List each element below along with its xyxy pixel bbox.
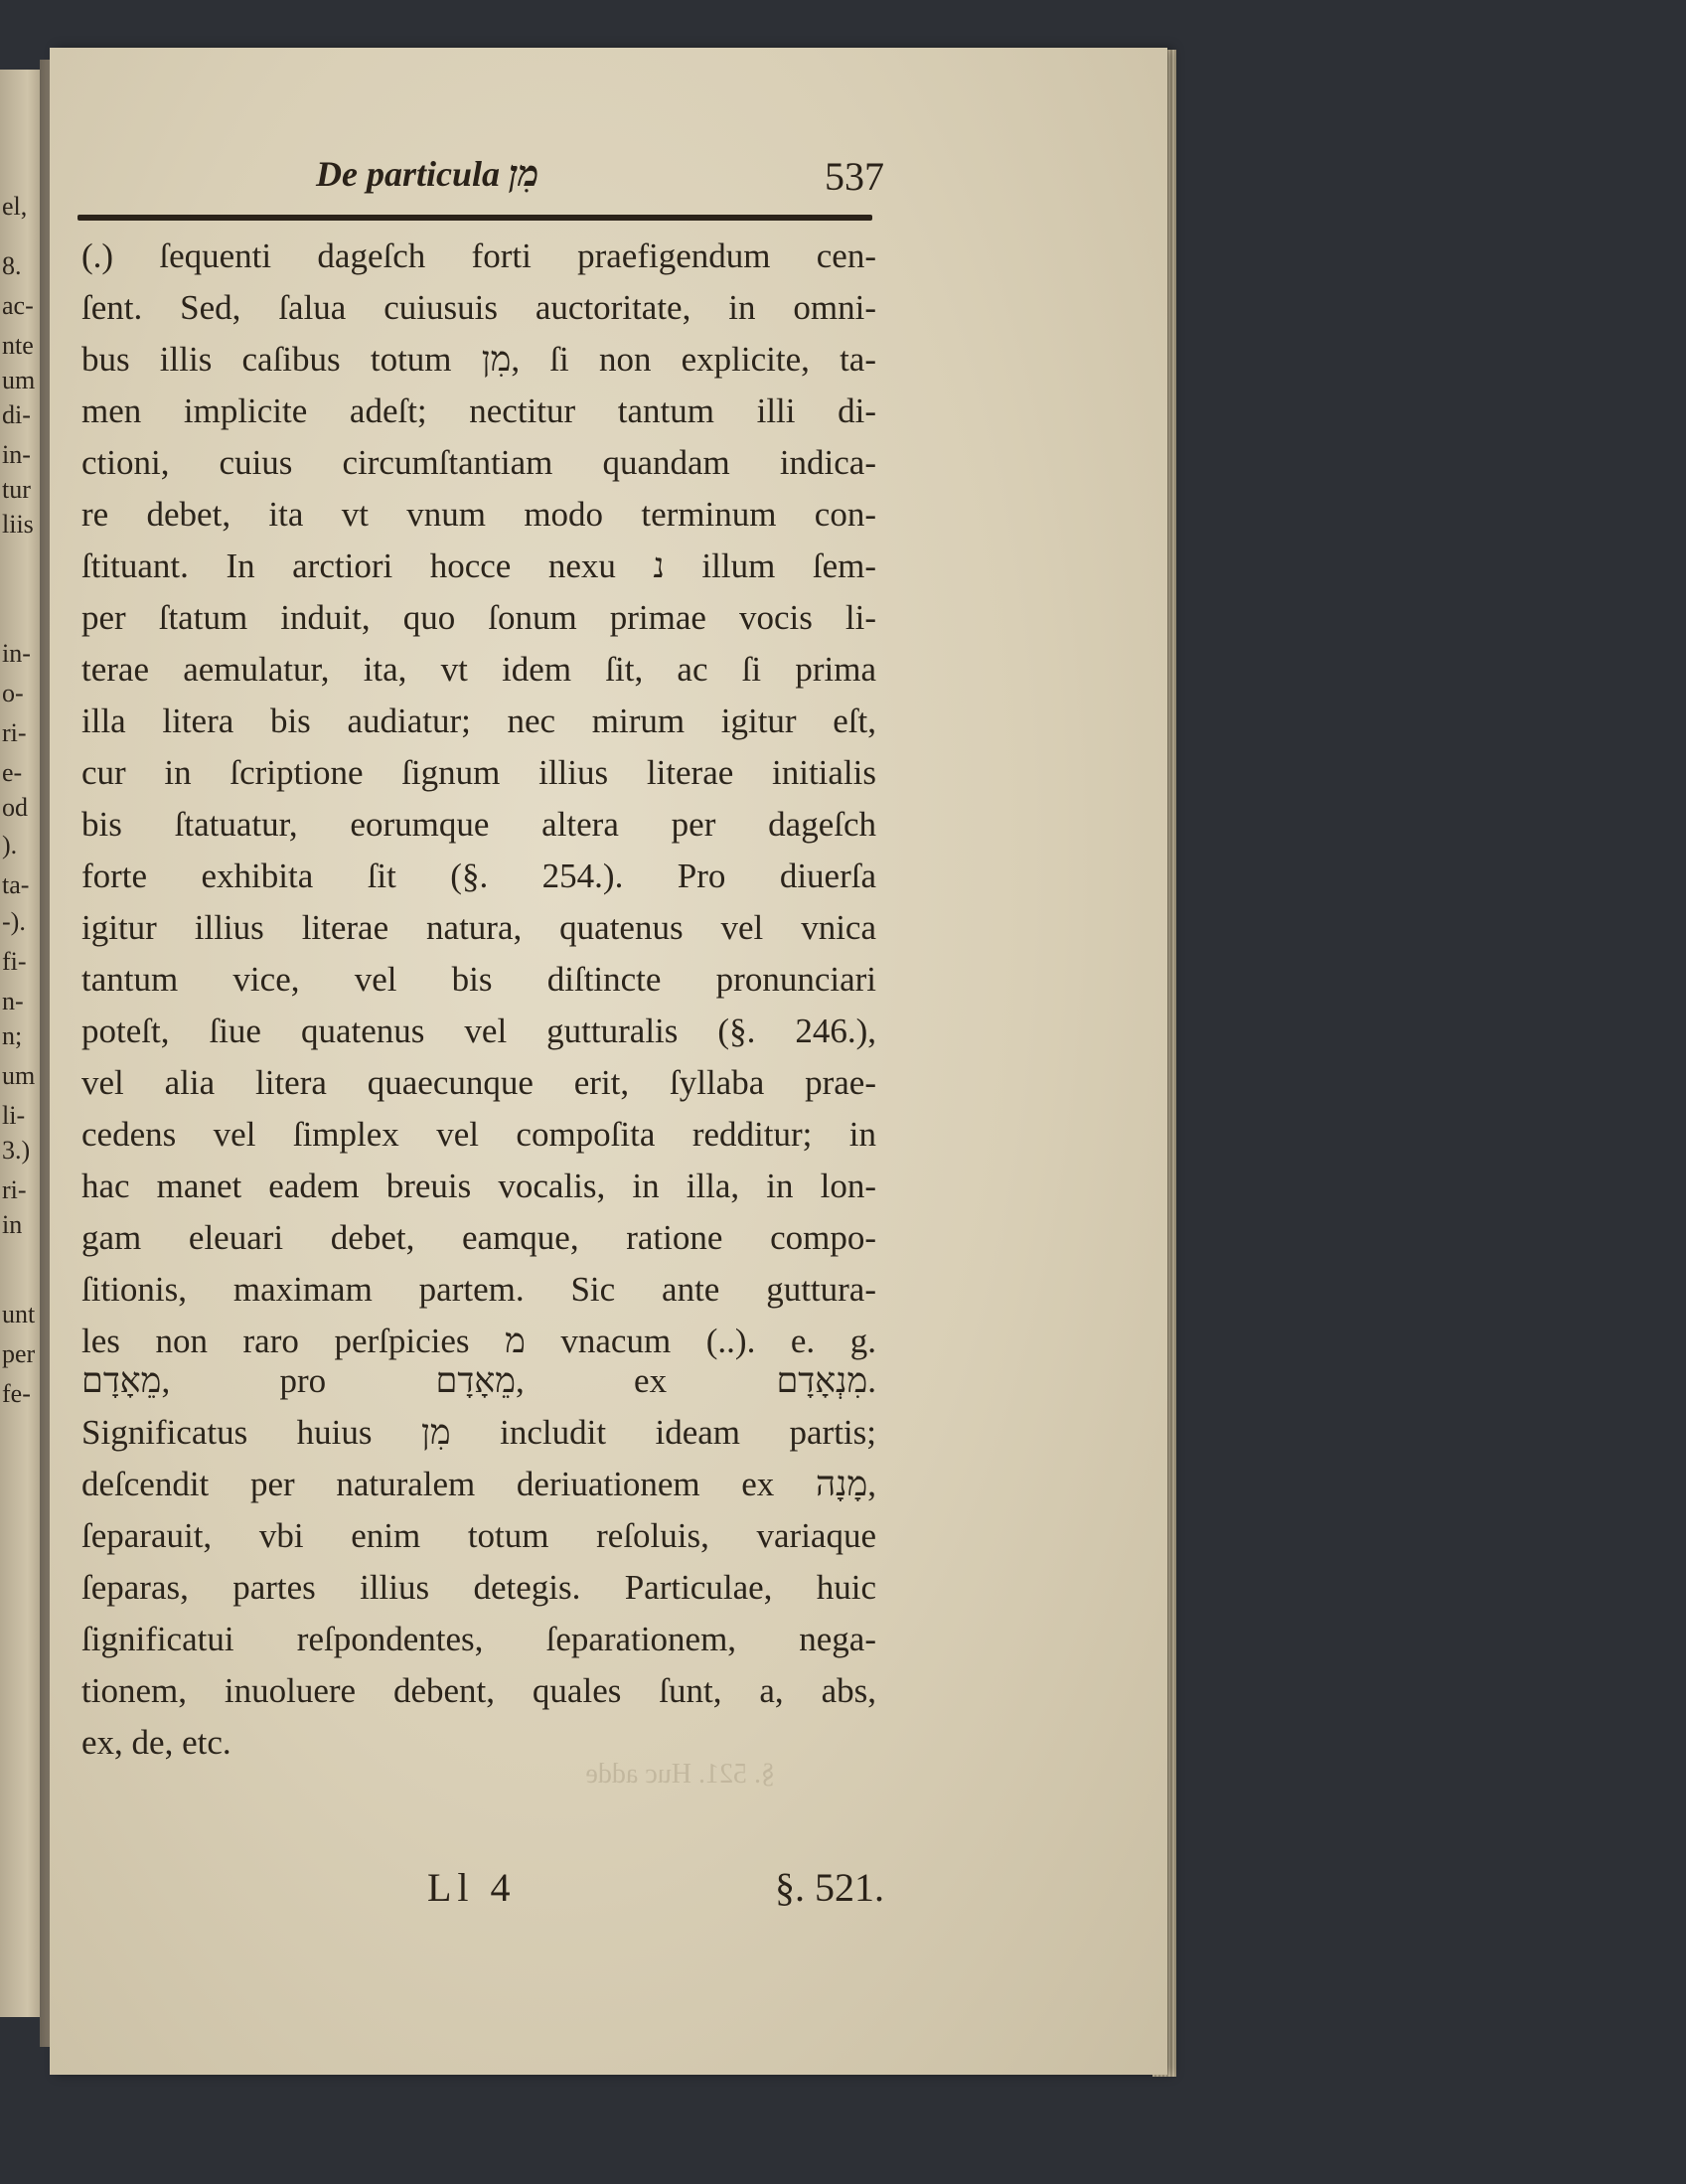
text-line: bis ſtatuatur, eorumque altera per dageſch xyxy=(81,805,876,844)
left-page-fragment: ri- xyxy=(2,1175,27,1204)
text-line: per ſtatum induit, quo ſonum primae vocis li- xyxy=(81,598,876,637)
text-line: ſeparauit, vbi enim totum reſoluis, variaque xyxy=(81,1516,876,1555)
text-line: gam eleuari debet, eamque, ratione compo- xyxy=(81,1218,876,1257)
left-page-fragment: o- xyxy=(2,679,24,707)
hebrew-example-line: מֵאָדָם, pro מֵאָדָם, ex מִנְאָדָם. xyxy=(81,1361,876,1400)
left-page-fragment: in- xyxy=(2,440,31,469)
text-line: terae aemulatur, ita, vt idem ſit, ac ſi prima xyxy=(81,650,876,689)
left-page-fragment: in- xyxy=(2,639,31,668)
running-title: De particula מִן xyxy=(316,154,539,194)
text-line: ex, de, etc. xyxy=(81,1723,231,1762)
left-page-fragment: um xyxy=(2,366,36,394)
text-line: (.) ſequenti dageſch forti praefigendum cen- xyxy=(81,236,876,275)
left-page-fragment: n- xyxy=(2,987,24,1015)
left-page-fragment: in xyxy=(2,1210,23,1239)
left-page-fragment: nte xyxy=(2,331,34,360)
text-line: poteſt, ſiue quatenus vel gutturalis (§. 246.), xyxy=(81,1012,876,1050)
text-line: ſitionis, maximam partem. Sic ante guttura- xyxy=(81,1270,876,1309)
left-page-fragment: di- xyxy=(2,400,31,429)
bleed-through-text: §. 521. Huc adde xyxy=(585,1759,775,1790)
text-line: forte exhibita ſit (§. 254.). Pro diuerſa xyxy=(81,857,876,895)
left-page-fragment: 3.) xyxy=(2,1136,31,1165)
text-line: Significatus huius מִן includit ideam partis; xyxy=(81,1413,876,1452)
body-text-block-2 xyxy=(81,1407,876,1769)
text-line: illa litera bis audiatur; nec mirum igitur eſt, xyxy=(81,702,876,740)
text-line: tantum vice, vel bis diſtincte pronunciari xyxy=(81,960,876,999)
text-line: ctioni, cuius circumſtantiam quandam indica- xyxy=(81,443,876,482)
text-line: ſent. Sed, ſalua cuiusuis auctoritate, in omni- xyxy=(81,288,876,327)
left-page-fragment: ). xyxy=(2,831,18,859)
body-text-block-1 xyxy=(81,231,876,1367)
text-line: re debet, ita vt vnum modo terminum con- xyxy=(81,495,876,534)
left-page-fragment: e- xyxy=(2,758,23,787)
left-page-fragment: fi- xyxy=(2,947,27,976)
left-page-fragment: n; xyxy=(2,1021,23,1050)
left-page-fragment: fe- xyxy=(2,1379,31,1408)
left-page-fragment: li- xyxy=(2,1101,26,1130)
left-page-fragment: tur xyxy=(2,475,31,504)
page-number: 537 xyxy=(825,154,884,199)
text-line: les non raro perſpicies מ vnacum (..). e. g. xyxy=(81,1322,877,1360)
signature-mark: Ll 4 xyxy=(427,1865,517,1910)
text-line: vel alia litera quaecunque erit, ſyllaba prae- xyxy=(81,1063,876,1102)
left-page-fragment: el, xyxy=(2,192,28,221)
text-line: ſignificatui reſpondentes, ſeparationem, nega- xyxy=(81,1620,876,1658)
text-line: bus illis caſibus totum מִן, ſi non explicite, ta- xyxy=(81,340,876,379)
text-line: cedens vel ſimplex vel compoſita redditur; in xyxy=(81,1115,876,1154)
left-page-fragment: ac- xyxy=(2,291,34,320)
left-page-fragment: per xyxy=(2,1339,36,1368)
text-line: cur in ſcriptione ſignum illius literae initialis xyxy=(81,753,876,792)
left-page-fragment: unt xyxy=(2,1300,36,1328)
catchword: §. 521. xyxy=(775,1865,884,1910)
text-line: igitur illius literae natura, quatenus vel vnica xyxy=(81,908,876,947)
text-line: deſcendit per naturalem deriuationem ex מָנָה, xyxy=(81,1465,876,1503)
page-footer xyxy=(427,1864,884,1914)
left-page-fragment: ri- xyxy=(2,718,27,747)
left-page-fragment: ta- xyxy=(2,870,30,899)
text-line: ſeparas, partes illius detegis. Particulae, huic xyxy=(81,1568,876,1607)
text-line: tionem, inuoluere debent, quales ſunt, a, abs, xyxy=(81,1671,876,1710)
page-header xyxy=(268,147,884,205)
left-page-fragment: liis xyxy=(2,510,34,539)
header-rule xyxy=(77,215,872,221)
left-page-fragment: od xyxy=(2,793,28,822)
left-page-fragment: -). xyxy=(2,907,26,936)
left-page-fragment: 8. xyxy=(2,251,22,280)
left-page-fragment: um xyxy=(2,1061,36,1090)
text-line: ſtituant. In arctiori hocce nexu נ illum ſem- xyxy=(81,546,876,585)
text-line: hac manet eadem breuis vocalis, in illa, in lon- xyxy=(81,1167,876,1205)
text-line: men implicite adeſt; nectitur tantum illi di- xyxy=(81,391,876,430)
